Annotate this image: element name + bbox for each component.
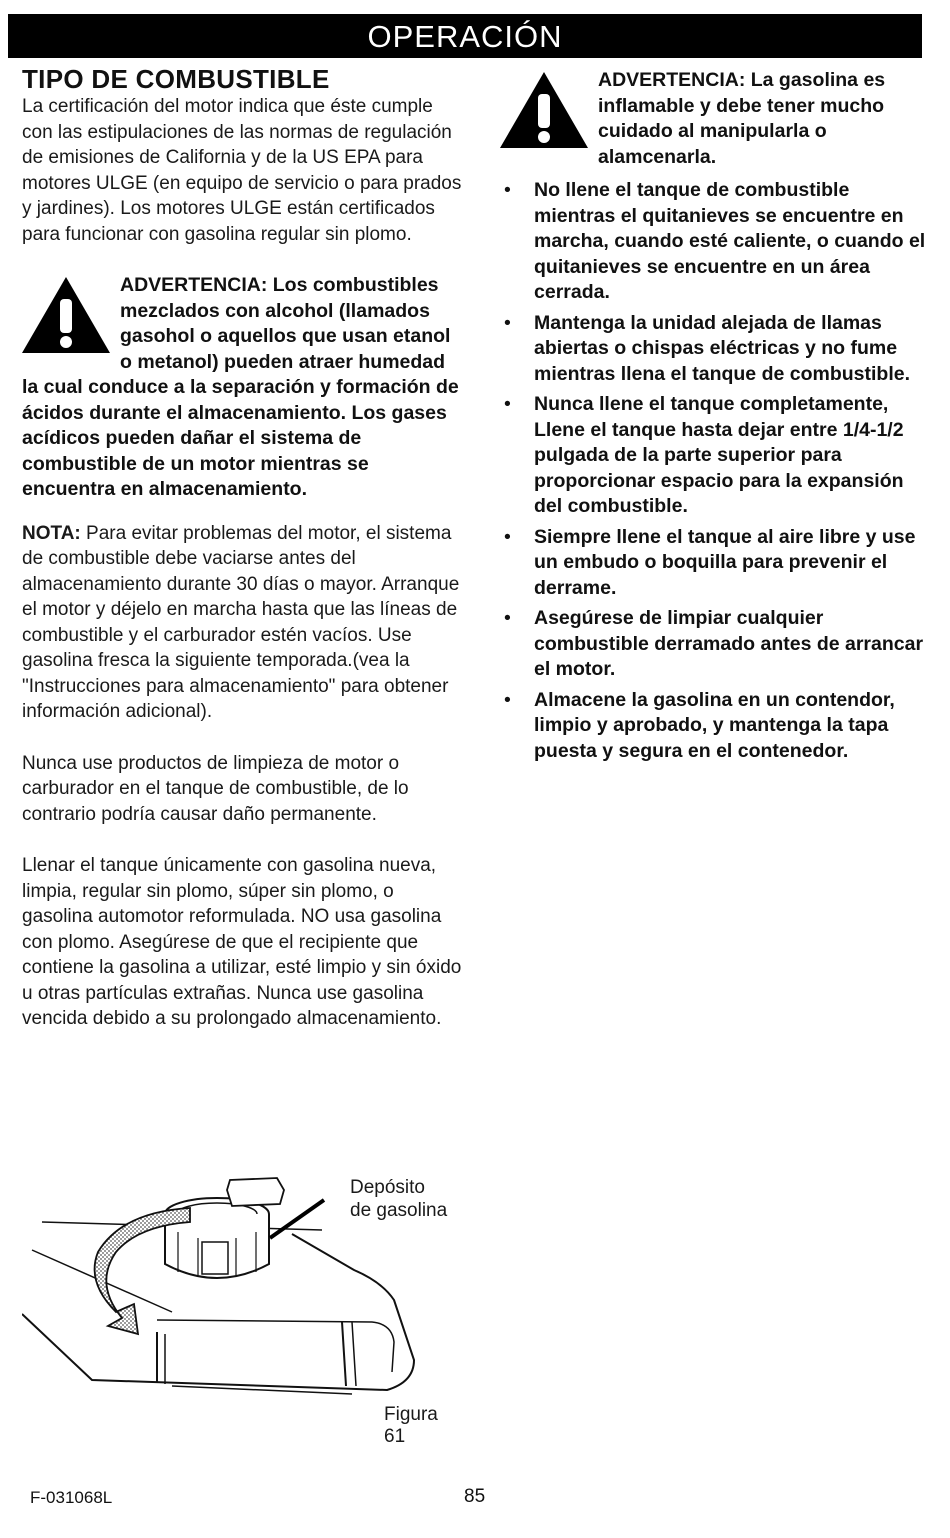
nota-text: Para evitar problemas del motor, el sistema de combustible debe vaciarse antes del almacenamiento durante 30 días o mayor. Arranque el motor y déjelo en marcha hasta que las líneas de combustible y el carburador estén vacíos. Use gasolina fresca la siguiente temporada.(vea la "Instrucciones para almacenamiento" para obtener información adicional). bbox=[22, 522, 460, 722]
gasoline-warning-text: ADVERTENCIA: La gasolina es inflamable y debe tener mucho cuidado al manipularla o alamcenarla. bbox=[598, 69, 886, 168]
list-item: • No llene el tanque de combustible mientras el quitanieves se encuentre en marcha, cuando esté caliente, o cuando el quitanieves se encuentre en un área cerrada. bbox=[500, 178, 930, 306]
section-title: TIPO DE COMBUSTIBLE bbox=[22, 64, 330, 94]
warning-triangle-icon bbox=[20, 275, 112, 355]
warning-triangle-icon bbox=[498, 70, 590, 150]
nota-paragraph bbox=[22, 521, 462, 725]
fuel-tank-label bbox=[350, 1176, 447, 1222]
fill-paragraph: Llenar el tanque únicamente con gasolina nueva, limpia, regular sin plomo, súper sin plomo, o gasolina automotor reformulada. NO usa gasolina con plomo. Asegúrese de que el recipiente que contiene la gasolina a utilizar, esté limpio y sin óxido u otras partículas extrañas. Nunca use gasolina vencida debido a su prolongado almacenamiento. bbox=[22, 855, 462, 1029]
page-number: 85 bbox=[464, 1486, 486, 1507]
nota-label: NOTA: bbox=[22, 522, 81, 544]
cleaning-paragraph: Nunca use productos de limpieza de motor o carburador en el tanque de combustible, de lo contrario podría causar daño permanente. bbox=[22, 752, 409, 825]
list-item: • Nunca llene el tanque completamente, Llene el tanque hasta dejar entre 1/4-1/2 pulgada de la parte superior para proporcionar espacio para la expansión del combustible. bbox=[500, 392, 930, 520]
page-title: OPERACIÓN bbox=[367, 19, 563, 54]
right-column bbox=[500, 68, 930, 769]
left-column bbox=[22, 64, 462, 1032]
document-code: F-031068L bbox=[30, 1488, 113, 1507]
list-item: • Almacene la gasolina en un contendor, limpio y aprobado, y mantenga la tapa puesta y segura en el contenedor. bbox=[500, 688, 930, 765]
alcohol-fuel-warning bbox=[22, 273, 462, 503]
page-header bbox=[8, 14, 922, 58]
fuel-tank-label-line2: de gasolina bbox=[350, 1200, 448, 1221]
gasoline-warning bbox=[500, 68, 930, 170]
intro-paragraph: La certificación del motor indica que éste cumple con las estipulaciones de las normas de regulación de emisiones de California y de la US EPA para motores ULGE (en equipo de servicio o para prados y jardines). Los motores ULGE están certificados para funcionar con gasolina regular sin plomo. bbox=[22, 96, 462, 245]
list-item: • Mantenga la unidad alejada de llamas abiertas o chispas eléctricas y no fume mientras llena el tanque de combustible. bbox=[500, 311, 930, 388]
list-item: • Siempre llene el tanque al aire libre y use un embudo o boquilla para prevenir el derrame. bbox=[500, 525, 930, 602]
safety-bullet-list bbox=[500, 178, 930, 764]
list-item: • Asegúrese de limpiar cualquier combustible derramado antes de arrancar el motor. bbox=[500, 606, 930, 683]
alcohol-fuel-warning-text: ADVERTENCIA: Los combustibles mezclados con alcohol (llamados gasohol o aquellos que usan etanol o metanol) pueden atraer humedad la cual conduce a la separación y formación de ácidos durante el almacenamiento. Los gases acídicos pueden dañar el sistema de combustible de un motor mientras se encuentra en almacenamiento. bbox=[22, 274, 459, 500]
figure-caption: Figura 61 bbox=[384, 1404, 438, 1447]
fuel-tank-label-line1: Depósito bbox=[350, 1177, 425, 1198]
fuel-tank-figure bbox=[22, 1172, 462, 1447]
